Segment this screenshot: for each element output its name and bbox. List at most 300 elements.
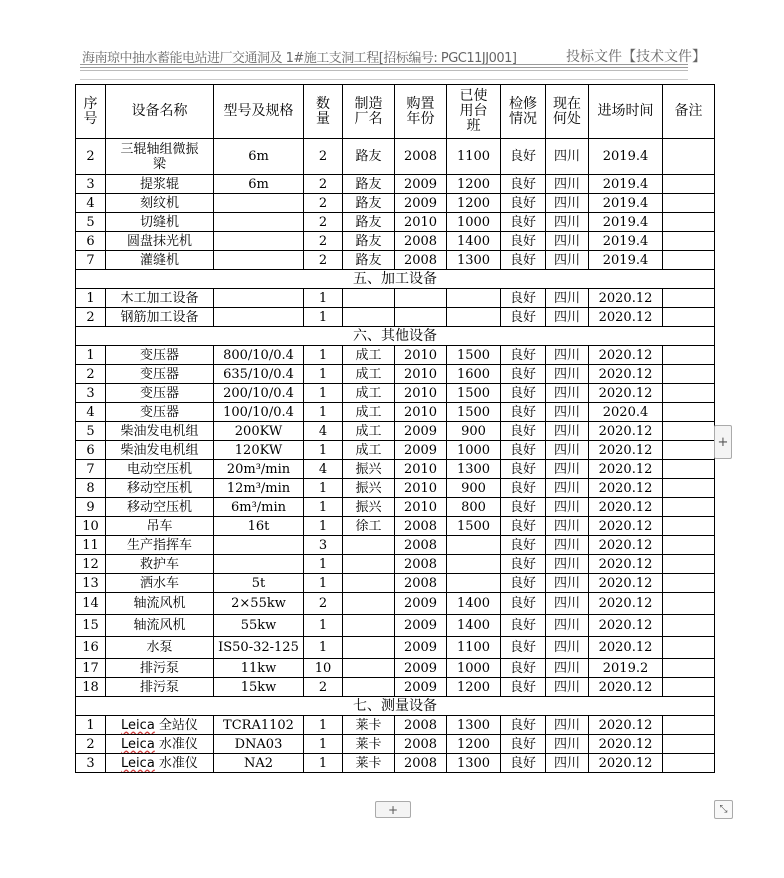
- cell-note: [663, 365, 715, 384]
- cell-entry: 2019.4: [589, 194, 663, 213]
- cell-qty: 4: [304, 460, 343, 479]
- column-header: [447, 85, 501, 139]
- cell-maker: 路友: [343, 194, 395, 213]
- resize-handle-icon[interactable]: ⤡: [714, 800, 733, 819]
- cell-location: 四川: [546, 517, 589, 536]
- add-row-button[interactable]: +: [375, 801, 411, 818]
- table-row: [76, 175, 715, 194]
- cell-year: 2010: [395, 346, 447, 365]
- cell-name: Leica 水准仪: [106, 735, 214, 754]
- table-row: [76, 637, 715, 659]
- cell-model: 20m³/min: [214, 460, 304, 479]
- cell-note: [663, 615, 715, 637]
- cell-no: 3: [76, 175, 106, 194]
- cell-year: 2008: [395, 536, 447, 555]
- column-header-text: 年份: [406, 110, 435, 127]
- cell-repair: 良好: [501, 574, 546, 593]
- cell-repair: 良好: [501, 441, 546, 460]
- cell-shifts: 1200: [447, 735, 501, 754]
- cell-name: 救护车: [106, 555, 214, 574]
- cell-entry: 2020.12: [589, 637, 663, 659]
- header-project-title: 海南琼中抽水蓄能电站进厂交通洞及 1#施工支洞工程[招标编号: PGC11JJ001]: [82, 51, 517, 66]
- cell-repair: 良好: [501, 365, 546, 384]
- cell-model: TCRA1102: [214, 716, 304, 735]
- section-title: 五、加工设备: [76, 270, 715, 289]
- cell-entry: 2020.12: [589, 735, 663, 754]
- column-header: [343, 85, 395, 139]
- cell-name-line: 梁: [152, 156, 166, 172]
- cell-qty: 1: [304, 289, 343, 308]
- cell-maker: [343, 593, 395, 615]
- cell-entry: 2020.12: [589, 460, 663, 479]
- cell-note: [663, 479, 715, 498]
- cell-name: 生产指挥车: [106, 536, 214, 555]
- column-header-text: 何处: [553, 110, 581, 127]
- table-row: [76, 555, 715, 574]
- cell-year: 2009: [395, 422, 447, 441]
- cell-model: [214, 289, 304, 308]
- column-header-text: 检修: [509, 95, 537, 112]
- cell-no: 4: [76, 194, 106, 213]
- cell-model: 120KW: [214, 441, 304, 460]
- table-row: [76, 194, 715, 213]
- spellcheck-word: Leica: [121, 736, 155, 752]
- cell-shifts: [447, 536, 501, 555]
- cell-repair: 良好: [501, 517, 546, 536]
- column-header-text: 数: [316, 95, 330, 112]
- table-row: [76, 574, 715, 593]
- cell-qty: 1: [304, 365, 343, 384]
- table-row: [76, 517, 715, 536]
- cell-location: 四川: [546, 637, 589, 659]
- cell-name: 柴油发电机组: [106, 422, 214, 441]
- cell-qty: 2: [304, 678, 343, 697]
- table-row: [76, 716, 715, 735]
- cell-shifts: 1400: [447, 615, 501, 637]
- cell-no: 4: [76, 403, 106, 422]
- cell-note: [663, 637, 715, 659]
- column-header: [214, 85, 304, 139]
- cell-entry: 2019.4: [589, 213, 663, 232]
- cell-location: 四川: [546, 441, 589, 460]
- cell-name: 变压器: [106, 384, 214, 403]
- cell-location: 四川: [546, 346, 589, 365]
- cell-year: 2008: [395, 716, 447, 735]
- cell-name: 移动空压机: [106, 479, 214, 498]
- table-row: [76, 289, 715, 308]
- cell-qty: 2: [304, 175, 343, 194]
- cell-maker: [343, 615, 395, 637]
- cell-maker: 振兴: [343, 498, 395, 517]
- cell-repair: 良好: [501, 536, 546, 555]
- cell-note: [663, 460, 715, 479]
- cell-no: 2: [76, 139, 106, 175]
- cell-qty: 4: [304, 422, 343, 441]
- cell-note: [663, 754, 715, 773]
- table-row: [76, 593, 715, 615]
- cell-qty: 1: [304, 441, 343, 460]
- cell-repair: 良好: [501, 346, 546, 365]
- cell-year: 2010: [395, 460, 447, 479]
- cell-name: 移动空压机: [106, 498, 214, 517]
- header-doc-type: 投标文件【技术文件】: [566, 49, 706, 65]
- cell-qty: 2: [304, 139, 343, 175]
- cell-no: 2: [76, 365, 106, 384]
- cell-no: 16: [76, 637, 106, 659]
- column-header-text: 情况: [509, 110, 537, 127]
- cell-shifts: 1400: [447, 232, 501, 251]
- cell-location: 四川: [546, 384, 589, 403]
- cell-location: 四川: [546, 593, 589, 615]
- cell-year: 2009: [395, 678, 447, 697]
- cell-model: [214, 555, 304, 574]
- cell-name: 圆盘抹光机: [106, 232, 214, 251]
- table-row: [76, 678, 715, 697]
- cell-entry: 2020.12: [589, 555, 663, 574]
- cell-shifts: 1500: [447, 384, 501, 403]
- cell-location: 四川: [546, 365, 589, 384]
- cell-note: [663, 536, 715, 555]
- cell-entry: 2020.12: [589, 574, 663, 593]
- cell-qty: 1: [304, 403, 343, 422]
- cell-location: 四川: [546, 754, 589, 773]
- add-column-button[interactable]: +: [714, 425, 732, 459]
- column-header-text: 班: [466, 118, 481, 134]
- cell-location: 四川: [546, 716, 589, 735]
- cell-name: 刻纹机: [106, 194, 214, 213]
- cell-qty: 1: [304, 555, 343, 574]
- cell-shifts: 1500: [447, 517, 501, 536]
- cell-repair: 良好: [501, 498, 546, 517]
- cell-name: 变压器: [106, 365, 214, 384]
- cell-qty: 2: [304, 593, 343, 615]
- cell-location: 四川: [546, 555, 589, 574]
- cell-repair: 良好: [501, 213, 546, 232]
- cell-note: [663, 232, 715, 251]
- table-row: [76, 139, 715, 175]
- cell-repair: 良好: [501, 403, 546, 422]
- cell-shifts: 1300: [447, 716, 501, 735]
- column-header-text: 设备名称: [131, 103, 188, 119]
- cell-qty: 1: [304, 574, 343, 593]
- cell-name: 电动空压机: [106, 460, 214, 479]
- cell-name: Leica 水准仪: [106, 754, 214, 773]
- cell-entry: 2019.4: [589, 251, 663, 270]
- cell-year: [395, 308, 447, 327]
- cell-year: 2008: [395, 754, 447, 773]
- column-header-text: 号: [83, 110, 98, 127]
- cell-shifts: 1300: [447, 251, 501, 270]
- cell-note: [663, 422, 715, 441]
- table-row: [76, 735, 715, 754]
- column-header: [304, 85, 343, 139]
- cell-no: 7: [76, 251, 106, 270]
- cell-repair: 良好: [501, 194, 546, 213]
- cell-no: 15: [76, 615, 106, 637]
- cell-year: 2009: [395, 441, 447, 460]
- section-title: 七、测量设备: [76, 697, 715, 716]
- cell-note: [663, 175, 715, 194]
- table-row: [76, 479, 715, 498]
- cell-maker: 振兴: [343, 460, 395, 479]
- cell-name: 钢筋加工设备: [106, 308, 214, 327]
- section-row: [76, 697, 715, 716]
- cell-qty: 1: [304, 735, 343, 754]
- cell-entry: 2020.12: [589, 479, 663, 498]
- cell-year: [395, 289, 447, 308]
- cell-shifts: 900: [447, 422, 501, 441]
- cell-shifts: 1100: [447, 139, 501, 175]
- cell-shifts: 1000: [447, 441, 501, 460]
- cell-year: 2010: [395, 365, 447, 384]
- table-row: [76, 754, 715, 773]
- cell-shifts: 1200: [447, 678, 501, 697]
- cell-model: 200KW: [214, 422, 304, 441]
- table-row: [76, 422, 715, 441]
- cell-year: 2010: [395, 479, 447, 498]
- cell-no: 9: [76, 498, 106, 517]
- cell-no: 7: [76, 460, 106, 479]
- cell-maker: [343, 555, 395, 574]
- cell-name: 水泵: [106, 637, 214, 659]
- cell-name: 变压器: [106, 403, 214, 422]
- cell-entry: 2020.12: [589, 593, 663, 615]
- cell-shifts: 1500: [447, 403, 501, 422]
- cell-qty: 1: [304, 384, 343, 403]
- cell-maker: 路友: [343, 139, 395, 175]
- cell-qty: 2: [304, 213, 343, 232]
- cell-model: 5t: [214, 574, 304, 593]
- table-header-row: [76, 85, 715, 139]
- cell-model: [214, 251, 304, 270]
- cell-shifts: 1200: [447, 194, 501, 213]
- cell-location: 四川: [546, 615, 589, 637]
- cell-no: 2: [76, 308, 106, 327]
- cell-qty: 1: [304, 615, 343, 637]
- cell-note: [663, 346, 715, 365]
- cell-location: 四川: [546, 574, 589, 593]
- cell-qty: 1: [304, 479, 343, 498]
- cell-repair: 良好: [501, 555, 546, 574]
- cell-no: 11: [76, 536, 106, 555]
- cell-year: 2009: [395, 615, 447, 637]
- cell-maker: 莱卡: [343, 735, 395, 754]
- cell-shifts: [447, 555, 501, 574]
- cell-no: 1: [76, 346, 106, 365]
- cell-name: [106, 139, 214, 175]
- cell-name: 轴流风机: [106, 593, 214, 615]
- cell-model: 100/10/0.4: [214, 403, 304, 422]
- cell-maker: [343, 308, 395, 327]
- cell-repair: 良好: [501, 754, 546, 773]
- cell-maker: [343, 536, 395, 555]
- cell-maker: 徐工: [343, 517, 395, 536]
- header-rule: [80, 70, 688, 71]
- cell-repair: 良好: [501, 232, 546, 251]
- cell-year: 2008: [395, 735, 447, 754]
- cell-location: 四川: [546, 139, 589, 175]
- cell-entry: 2020.12: [589, 289, 663, 308]
- table-row: [76, 251, 715, 270]
- cell-shifts: 1300: [447, 754, 501, 773]
- header-rule: [80, 67, 688, 68]
- cell-name: 木工加工设备: [106, 289, 214, 308]
- cell-model: 11kw: [214, 659, 304, 678]
- table-row: [76, 232, 715, 251]
- cell-maker: 成工: [343, 365, 395, 384]
- cell-repair: 良好: [501, 422, 546, 441]
- cell-year: 2008: [395, 555, 447, 574]
- cell-year: 2008: [395, 517, 447, 536]
- cell-location: 四川: [546, 536, 589, 555]
- cell-location: 四川: [546, 213, 589, 232]
- cell-qty: 1: [304, 754, 343, 773]
- cell-year: 2008: [395, 251, 447, 270]
- cell-name: 轴流风机: [106, 615, 214, 637]
- cell-entry: 2020.12: [589, 498, 663, 517]
- cell-no: 6: [76, 441, 106, 460]
- cell-qty: 2: [304, 194, 343, 213]
- cell-location: 四川: [546, 232, 589, 251]
- cell-qty: 10: [304, 659, 343, 678]
- cell-model: 16t: [214, 517, 304, 536]
- cell-location: 四川: [546, 498, 589, 517]
- cell-maker: 振兴: [343, 479, 395, 498]
- cell-model: [214, 536, 304, 555]
- column-header: [501, 85, 546, 139]
- column-header-text: 备注: [674, 103, 703, 119]
- cell-no: 3: [76, 384, 106, 403]
- cell-note: [663, 441, 715, 460]
- cell-note: [663, 139, 715, 175]
- cell-repair: 良好: [501, 251, 546, 270]
- cell-note: [663, 289, 715, 308]
- cell-entry: 2020.12: [589, 346, 663, 365]
- cell-model: 200/10/0.4: [214, 384, 304, 403]
- cell-entry: 2020.12: [589, 678, 663, 697]
- cell-name: 洒水车: [106, 574, 214, 593]
- table-row: [76, 384, 715, 403]
- cell-year: 2009: [395, 637, 447, 659]
- cell-year: 2008: [395, 574, 447, 593]
- cell-year: 2010: [395, 498, 447, 517]
- cell-model: 800/10/0.4: [214, 346, 304, 365]
- cell-model: [214, 194, 304, 213]
- cell-maker: 莱卡: [343, 716, 395, 735]
- column-header-text: 进场时间: [597, 103, 654, 119]
- table-row: [76, 536, 715, 555]
- column-header-text: 序: [83, 95, 98, 112]
- column-header-text: 购置: [406, 95, 435, 112]
- cell-repair: 良好: [501, 460, 546, 479]
- cell-year: 2008: [395, 232, 447, 251]
- cell-maker: 莱卡: [343, 754, 395, 773]
- column-header: [76, 85, 106, 139]
- cell-name: 切缝机: [106, 213, 214, 232]
- cell-entry: 2020.12: [589, 754, 663, 773]
- cell-no: 17: [76, 659, 106, 678]
- cell-no: 18: [76, 678, 106, 697]
- column-header-text: 用台: [459, 103, 488, 119]
- cell-model: 6m: [214, 139, 304, 175]
- cell-model: 635/10/0.4: [214, 365, 304, 384]
- table-row: [76, 615, 715, 637]
- cell-maker: [343, 637, 395, 659]
- cell-shifts: 1300: [447, 460, 501, 479]
- cell-note: [663, 593, 715, 615]
- cell-note: [663, 555, 715, 574]
- cell-name: 柴油发电机组: [106, 441, 214, 460]
- cell-entry: 2020.12: [589, 365, 663, 384]
- cell-location: 四川: [546, 659, 589, 678]
- cell-location: 四川: [546, 308, 589, 327]
- cell-maker: 成工: [343, 441, 395, 460]
- cell-no: 5: [76, 422, 106, 441]
- cell-qty: 1: [304, 517, 343, 536]
- column-header-text: 量: [316, 110, 330, 127]
- cell-location: 四川: [546, 289, 589, 308]
- cell-note: [663, 574, 715, 593]
- cell-repair: 良好: [501, 175, 546, 194]
- column-header: [546, 85, 589, 139]
- cell-note: [663, 659, 715, 678]
- cell-maker: 路友: [343, 213, 395, 232]
- cell-maker: 成工: [343, 346, 395, 365]
- cell-location: 四川: [546, 194, 589, 213]
- cell-shifts: 1000: [447, 659, 501, 678]
- header-rule: [80, 64, 688, 65]
- cell-maker: 路友: [343, 251, 395, 270]
- cell-model: 6m³/min: [214, 498, 304, 517]
- table-row: [76, 659, 715, 678]
- cell-name-line: 三辊轴组微振: [120, 141, 199, 157]
- cell-note: [663, 498, 715, 517]
- column-header-text: 现在: [553, 95, 581, 112]
- cell-model: IS50-32-125: [214, 637, 304, 659]
- cell-entry: 2020.12: [589, 308, 663, 327]
- column-header-text: 厂名: [354, 110, 383, 127]
- cell-entry: 2020.12: [589, 615, 663, 637]
- table-row: [76, 498, 715, 517]
- cell-entry: 2019.4: [589, 175, 663, 194]
- cell-note: [663, 517, 715, 536]
- cell-shifts: 1200: [447, 175, 501, 194]
- cell-note: [663, 251, 715, 270]
- cell-qty: 3: [304, 536, 343, 555]
- cell-note: [663, 716, 715, 735]
- cell-no: 3: [76, 754, 106, 773]
- cell-model: [214, 232, 304, 251]
- section-title: 六、其他设备: [76, 327, 715, 346]
- cell-no: 13: [76, 574, 106, 593]
- cell-note: [663, 308, 715, 327]
- cell-maker: 路友: [343, 175, 395, 194]
- table-row: [76, 346, 715, 365]
- cell-repair: 良好: [501, 735, 546, 754]
- cell-maker: [343, 678, 395, 697]
- cell-entry: 2020.12: [589, 441, 663, 460]
- cell-location: 四川: [546, 251, 589, 270]
- cell-model: 15kw: [214, 678, 304, 697]
- cell-repair: 良好: [501, 637, 546, 659]
- cell-qty: 2: [304, 232, 343, 251]
- cell-note: [663, 403, 715, 422]
- cell-model: 6m: [214, 175, 304, 194]
- column-header: [589, 85, 663, 139]
- cell-maker: [343, 659, 395, 678]
- cell-year: 2008: [395, 139, 447, 175]
- cell-location: 四川: [546, 479, 589, 498]
